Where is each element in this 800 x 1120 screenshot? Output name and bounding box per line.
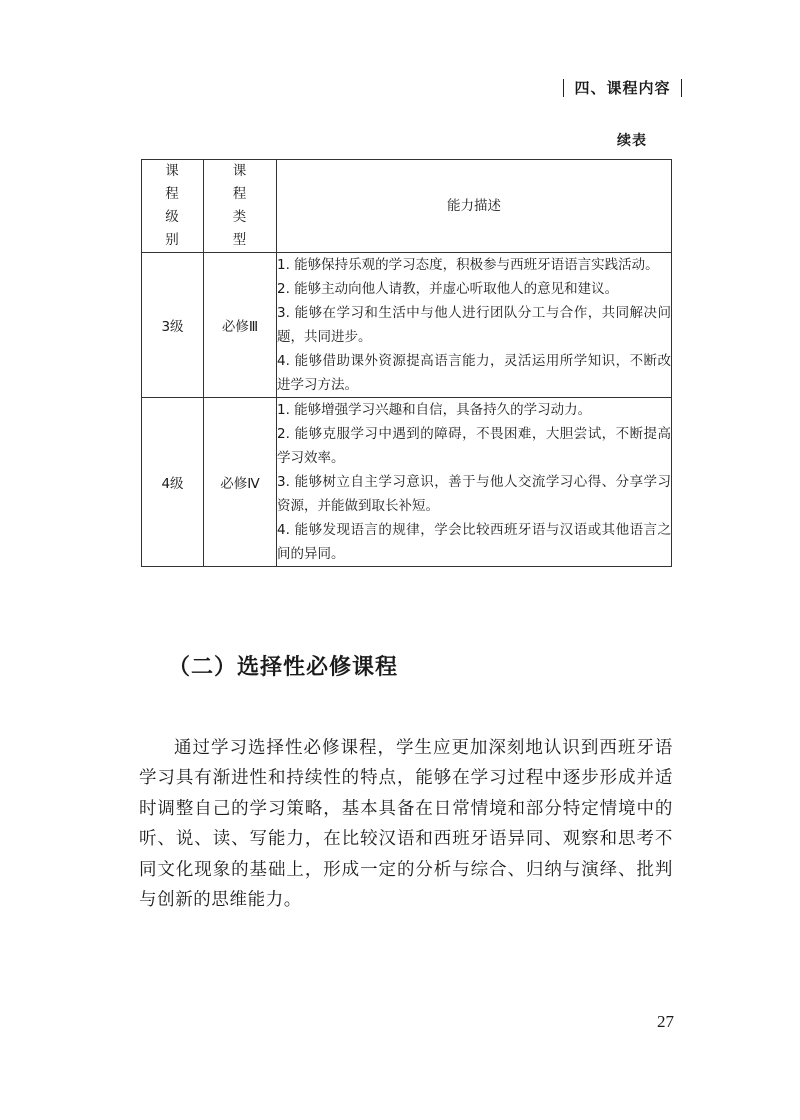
running-head-right-rule [681, 79, 683, 97]
continued-table-label: 续表 [617, 133, 647, 149]
description-item: 2. 能够克服学习中遇到的障碍，不畏困难，大胆尝试，不断提高学习效率。 [277, 426, 671, 466]
body-paragraph: 通过学习选择性必修课程，学生应更加深刻地认识到西班牙语学习具有渐进性和持续性的特点，能够在学习过程中逐步形成并适时调整自己的学习策略，基本具备在日常情境和部分特定情境中的听、说、读、写能力，在比较汉语和西班牙语异同、观察和思考不同文化现象的基础上，形成一定的分析与综合、归纳与演绎、批判与创新的思维能力。 [139, 737, 673, 910]
header-level-line-1: 课程 [165, 163, 180, 202]
header-course-type [204, 160, 277, 253]
row-description-cell [277, 253, 672, 398]
description-item: 1. 能够保持乐观的学习态度，积极参与西班牙语语言实践活动。 [277, 257, 659, 273]
row-level-cell: 4级 [142, 398, 204, 567]
table-row [142, 253, 672, 398]
description-item: 4. 能够借助课外资源提高语言能力，灵活运用所学知识，不断改进学习方法。 [277, 353, 671, 393]
ability-description-table [141, 159, 672, 567]
running-head [563, 77, 682, 98]
table-row [142, 398, 672, 567]
header-level-line-2: 级别 [165, 209, 180, 248]
running-head-left-rule [563, 79, 565, 97]
description-item: 3. 能够在学习和生活中与他人进行团队分工与合作，共同解决问题，共同进步。 [277, 305, 671, 345]
running-head-title: 四、课程内容 [574, 79, 671, 97]
page-number: 27 [657, 1012, 674, 1031]
description-item: 4. 能够发现语言的规律，学会比较西班牙语与汉语或其他语言之间的异同。 [277, 522, 671, 562]
header-course-level [142, 160, 204, 253]
table-header-row [142, 160, 672, 253]
row-type-cell: 必修Ⅳ [204, 398, 277, 567]
row-description-cell [277, 398, 672, 567]
header-type-line-2: 类型 [232, 209, 248, 248]
description-item: 3. 能够树立自主学习意识，善于与他人交流学习心得、分享学习资源，并能做到取长补短。 [277, 474, 671, 514]
row-level-cell: 3级 [142, 253, 204, 398]
header-type-line-1: 课程 [232, 163, 248, 202]
section-heading: （二）选择性必修课程 [168, 655, 399, 680]
description-item: 1. 能够增强学习兴趣和自信，具备持久的学习动力。 [277, 402, 592, 418]
row-type-cell: 必修Ⅲ [204, 253, 277, 398]
header-ability-description: 能力描述 [277, 160, 672, 253]
description-item: 2. 能够主动向他人请教，并虚心听取他人的意见和建议。 [277, 281, 619, 297]
